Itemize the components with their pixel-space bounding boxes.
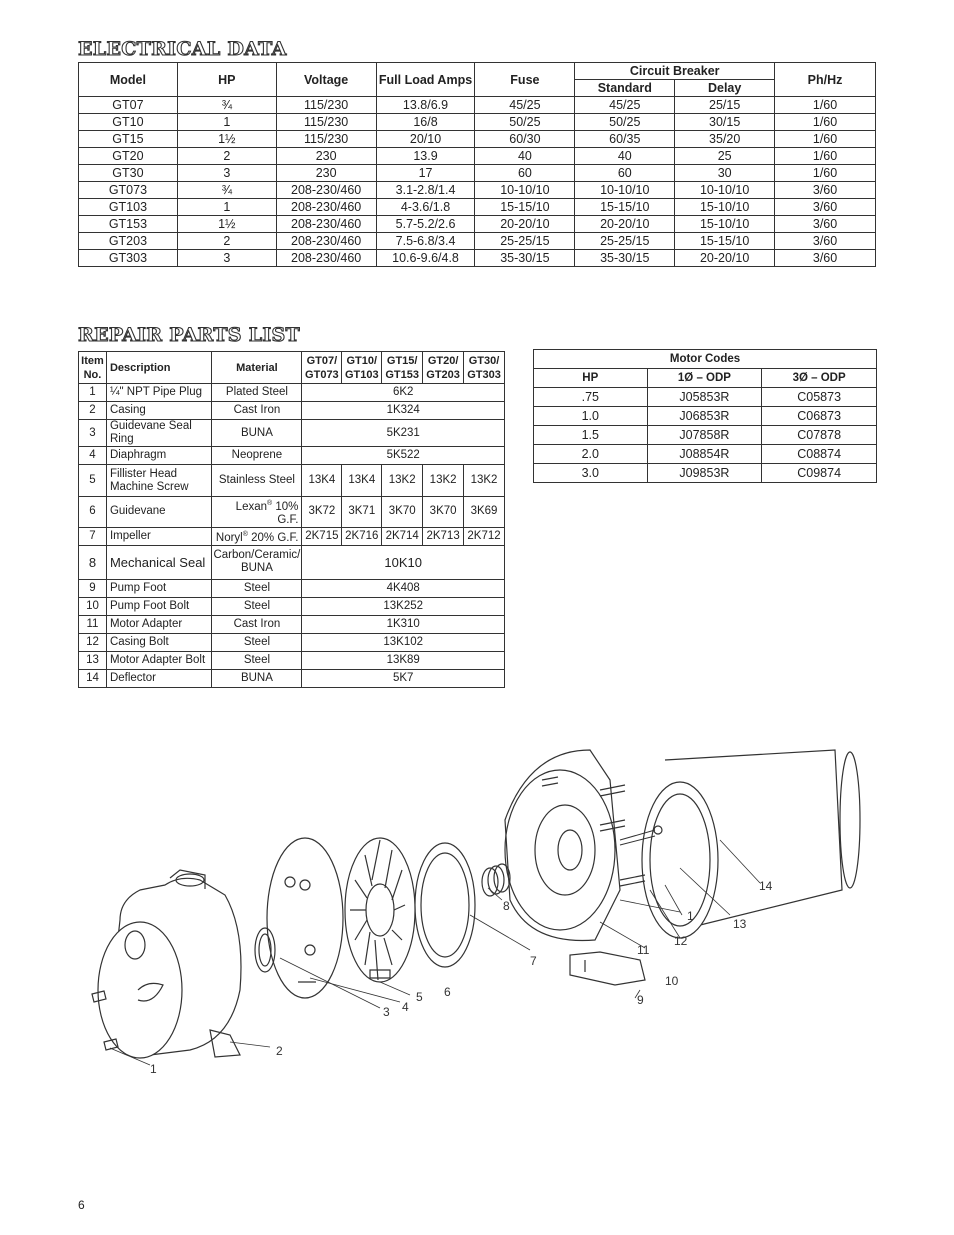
table-cell: ¾ [177,97,276,114]
table-cell: J05853R [647,388,762,407]
table-row [79,148,876,165]
table-cell: 20/10 [376,131,475,148]
item-no: 3 [79,420,107,447]
header-model: Model [79,63,178,97]
part-description: Guidevane [106,497,212,528]
material-line2: BUNA [240,562,273,575]
part-description: Casing [106,402,212,420]
callout-1-motor: 1 [687,909,694,923]
table-cell: 60 [575,165,675,182]
item-no: 4 [79,447,107,465]
table-cell: C07878 [762,426,877,445]
table-cell: J06853R [647,407,762,426]
table-cell: 25-25/15 [575,233,675,250]
header-model-line2: GT203 [426,368,460,381]
pump-foot [570,952,645,985]
material-spec: 20% G.F. [247,531,299,544]
table-cell: GT07 [79,97,178,114]
table-cell: 3/60 [775,233,876,250]
part-number: 2K712 [464,527,505,545]
part-number: 6K2 [302,384,505,402]
part-number: 5K522 [302,447,505,465]
table-row [534,464,877,483]
table-cell: GT303 [79,250,178,267]
table-cell: 2.0 [534,445,648,464]
table-row [79,545,505,579]
header-model-line1: GT15/ [386,354,418,367]
item-no: 10 [79,597,107,615]
table-cell: 25-25/15 [475,233,575,250]
table-row [534,426,877,445]
part-description: ¼" NPT Pipe Plug [106,384,212,402]
item-no: 11 [79,615,107,633]
header-model-line1: GT10/ [346,354,378,367]
table-cell: J07858R [647,426,762,445]
callout-13: 13 [733,917,747,931]
table-row [79,97,876,114]
part-material [212,527,302,545]
repair-parts-table [78,351,505,688]
table-row [79,199,876,216]
part-number: 1K310 [302,615,505,633]
table-cell: 20-20/10 [675,250,775,267]
motor-codes-title: Motor Codes [534,350,877,369]
part-material: Cast Iron [212,615,302,633]
part-number: 2K714 [382,527,423,545]
table-cell: 3 [177,250,276,267]
table-cell: 208-230/460 [276,250,376,267]
header-gt15-gt153 [382,352,423,384]
table-row [79,384,505,402]
callout-7: 7 [530,954,537,968]
table-cell: ¾ [177,182,276,199]
table-cell: 15-10/10 [675,216,775,233]
callout-2: 2 [276,1044,283,1058]
table-row [534,445,877,464]
table-cell: 208-230/460 [276,182,376,199]
part-number: 5K7 [302,669,505,687]
item-no: 7 [79,527,107,545]
part-number: 13K102 [302,633,505,651]
table-cell: .75 [534,388,648,407]
part-number: 13K4 [302,465,342,497]
item-no: 5 [79,465,107,497]
part-number: 13K4 [342,465,382,497]
item-no: 1 [79,384,107,402]
table-cell: 40 [475,148,575,165]
part-number: 3K72 [302,497,342,528]
mechanical-seal [482,864,510,896]
table-cell: 4-3.6/1.8 [376,199,475,216]
header-item-line1: Item [81,354,104,367]
header-model-line1: GT30/ [468,354,500,367]
table-cell: 208-230/460 [276,233,376,250]
table-cell: 115/230 [276,131,376,148]
table-cell: 45/25 [575,97,675,114]
table-cell: 1/60 [775,131,876,148]
table-cell: 15-15/10 [575,199,675,216]
table-row [79,633,505,651]
item-no: 6 [79,497,107,528]
callout-10: 10 [665,974,679,988]
item-no: 14 [79,669,107,687]
header-three-phase: 3Ø – ODP [762,369,877,388]
part-material: BUNA [212,669,302,687]
table-cell: 3/60 [775,182,876,199]
header-item-line2: No. [83,368,102,381]
exploded-pump-diagram [80,690,880,1090]
part-number: 10K10 [302,545,505,579]
part-number: 3K69 [464,497,505,528]
table-cell: 50/25 [475,114,575,131]
casing [98,870,241,1058]
table-cell: 25/15 [675,97,775,114]
material-name: Noryl [215,531,243,544]
table-cell: 40 [575,148,675,165]
part-description: Pump Foot [106,579,212,597]
part-description: Motor Adapter [106,615,212,633]
header-model-line2: GT153 [385,368,420,381]
table-cell: 115/230 [276,114,376,131]
material-name: Lexan [235,500,268,513]
table-cell: 1½ [177,216,276,233]
header-hp: HP [177,63,276,97]
table-cell: 45/25 [475,97,575,114]
table-row [79,597,505,615]
table-cell: 230 [276,148,376,165]
table-cell: 35/20 [675,131,775,148]
table-cell: 2 [177,148,276,165]
table-cell: GT10 [79,114,178,131]
table-cell: 60/30 [475,131,575,148]
table-cell: 17 [376,165,475,182]
item-no: 13 [79,651,107,669]
table-cell: 208-230/460 [276,199,376,216]
table-cell: 3.0 [534,464,648,483]
part-number: 5K231 [302,420,505,447]
table-row [534,407,877,426]
part-number: 2K716 [342,527,382,545]
repair-parts-title: REPAIR PARTS LIST [78,324,300,346]
table-cell: 35-30/15 [475,250,575,267]
table-cell: 230 [276,165,376,182]
table-cell: GT073 [79,182,178,199]
part-material [212,545,302,579]
header-model-line1: GT07/ [306,354,338,367]
callout-1: 1 [150,1062,157,1076]
part-number: 13K252 [302,597,505,615]
callout-6: 6 [444,985,451,999]
table-cell: 30/15 [675,114,775,131]
part-description: Pump Foot Bolt [106,597,212,615]
table-cell: 1 [177,199,276,216]
table-cell: 25 [675,148,775,165]
registered-mark: ® [242,530,248,538]
part-number: 3K70 [423,497,464,528]
callout-3: 3 [383,1005,390,1019]
header-model-line2: GT103 [344,368,379,381]
table-cell: C09874 [762,464,877,483]
part-number: 1K324 [302,402,505,420]
table-cell: GT15 [79,131,178,148]
header-model-line2: GT073 [305,368,339,381]
motor [620,750,860,938]
item-no: 8 [79,545,107,579]
table-row [79,465,505,497]
table-cell: 1.5 [534,426,648,445]
item-no: 12 [79,633,107,651]
table-row [79,651,505,669]
callout-14: 14 [759,879,773,893]
part-material: Plated Steel [212,384,302,402]
table-cell: 10-10/10 [575,182,675,199]
table-cell: 208-230/460 [276,216,376,233]
table-row [79,669,505,687]
table-cell: 35-30/15 [575,250,675,267]
guidevane [345,838,415,982]
callout-11: 11 [637,943,650,957]
table-cell: C06873 [762,407,877,426]
header-fuse: Fuse [475,63,575,97]
table-cell: 60/35 [575,131,675,148]
page-number: 6 [78,1198,85,1212]
part-material: Stainless Steel [212,465,302,497]
table-cell: 115/230 [276,97,376,114]
header-voltage: Voltage [276,63,376,97]
table-cell: 30 [675,165,775,182]
part-number: 13K2 [423,465,464,497]
table-cell: GT20 [79,148,178,165]
table-row [79,216,876,233]
part-number: 3K70 [382,497,423,528]
table-cell: 60 [475,165,575,182]
table-row [79,447,505,465]
table-cell: 10-10/10 [475,182,575,199]
table-row [79,233,876,250]
table-cell: 3/60 [775,250,876,267]
callout-5: 5 [416,990,423,1004]
table-row [79,497,505,528]
part-material: Steel [212,633,302,651]
table-row [79,182,876,199]
description-line1: Fillister Head [109,467,178,480]
table-cell: 1/60 [775,114,876,131]
table-cell: 15-15/10 [675,233,775,250]
header-gt30-gt303 [464,352,505,384]
electrical-data-title: ELECTRICAL DATA [78,38,287,60]
part-description: Diaphragm [106,447,212,465]
header-full-load-amps: Full Load Amps [376,63,475,97]
part-description: Deflector [106,669,212,687]
table-row [79,527,505,545]
part-material: Steel [212,597,302,615]
table-cell: 10-10/10 [675,182,775,199]
table-cell: C08874 [762,445,877,464]
part-material: Cast Iron [212,402,302,420]
part-number: 4K408 [302,579,505,597]
table-cell: 1/60 [775,148,876,165]
table-cell: 2 [177,233,276,250]
part-material: Neoprene [212,447,302,465]
table-cell: J08854R [647,445,762,464]
part-number: 2K713 [423,527,464,545]
table-cell: 5.7-5.2/2.6 [376,216,475,233]
callout-8: 8 [503,899,510,913]
motor-codes-table [533,349,877,483]
item-no: 2 [79,402,107,420]
table-row [79,579,505,597]
electrical-data-table [78,62,876,267]
table-row [79,165,876,182]
table-cell: 20-20/10 [575,216,675,233]
table-cell: 1 [177,114,276,131]
motor-adapter [505,750,620,941]
table-cell: 16/8 [376,114,475,131]
part-number: 13K2 [382,465,423,497]
header-gt20-gt203 [423,352,464,384]
table-cell: 3/60 [775,199,876,216]
table-row [79,420,505,447]
part-material [212,497,302,528]
header-gt07-gt073 [302,352,342,384]
part-number: 13K89 [302,651,505,669]
table-cell: GT30 [79,165,178,182]
part-description: Guidevane Seal Ring [106,420,212,447]
header-ph-hz: Ph/Hz [775,63,876,97]
table-row [79,250,876,267]
header-standard: Standard [575,80,675,97]
description-line2: Machine Screw [109,480,189,493]
callout-4: 4 [402,1000,409,1014]
table-cell: C05873 [762,388,877,407]
table-row [79,402,505,420]
part-number: 2K715 [302,527,342,545]
registered-mark: ® [267,500,273,507]
table-cell: 50/25 [575,114,675,131]
header-material: Material [212,352,302,384]
table-cell: 15-15/10 [475,199,575,216]
header-item-no [79,352,107,384]
part-material: BUNA [212,420,302,447]
part-description: Mechanical Seal [106,545,212,579]
table-row [79,114,876,131]
part-material: Steel [212,651,302,669]
table-cell: 15-10/10 [675,199,775,216]
table-cell: 3/60 [775,216,876,233]
callout-12: 12 [674,934,688,948]
header-model-line2: GT303 [467,368,501,381]
table-cell: 1/60 [775,97,876,114]
table-row [79,615,505,633]
table-cell: 13.9 [376,148,475,165]
material-spec: 10% G.F. [272,500,299,526]
callout-9: 9 [637,993,644,1007]
part-description: Impeller [106,527,212,545]
table-cell: 1/60 [775,165,876,182]
table-cell: 3 [177,165,276,182]
material-line1: Carbon/Ceramic/ [213,549,301,562]
diaphragm [267,838,343,998]
part-description [106,465,212,497]
table-cell: GT103 [79,199,178,216]
table-cell: 3.1-2.8/1.4 [376,182,475,199]
impeller [415,843,475,967]
header-delay: Delay [675,80,775,97]
header-description: Description [106,352,212,384]
table-cell: 1½ [177,131,276,148]
part-material: Steel [212,579,302,597]
header-hp: HP [534,369,648,388]
part-description: Motor Adapter Bolt [106,651,212,669]
table-row [534,388,877,407]
header-single-phase: 1Ø – ODP [647,369,762,388]
item-no: 9 [79,579,107,597]
table-cell: J09853R [647,464,762,483]
header-model-line1: GT20/ [427,354,459,367]
table-cell: 13.8/6.9 [376,97,475,114]
table-cell: 10.6-9.6/4.8 [376,250,475,267]
table-cell: GT153 [79,216,178,233]
table-cell: 20-20/10 [475,216,575,233]
part-number: 13K2 [464,465,505,497]
table-cell: 7.5-6.8/3.4 [376,233,475,250]
header-circuit-breaker: Circuit Breaker [575,63,775,80]
table-cell: GT203 [79,233,178,250]
part-number: 3K71 [342,497,382,528]
table-row [79,131,876,148]
part-description: Casing Bolt [106,633,212,651]
table-cell: 1.0 [534,407,648,426]
header-gt10-gt103 [342,352,382,384]
